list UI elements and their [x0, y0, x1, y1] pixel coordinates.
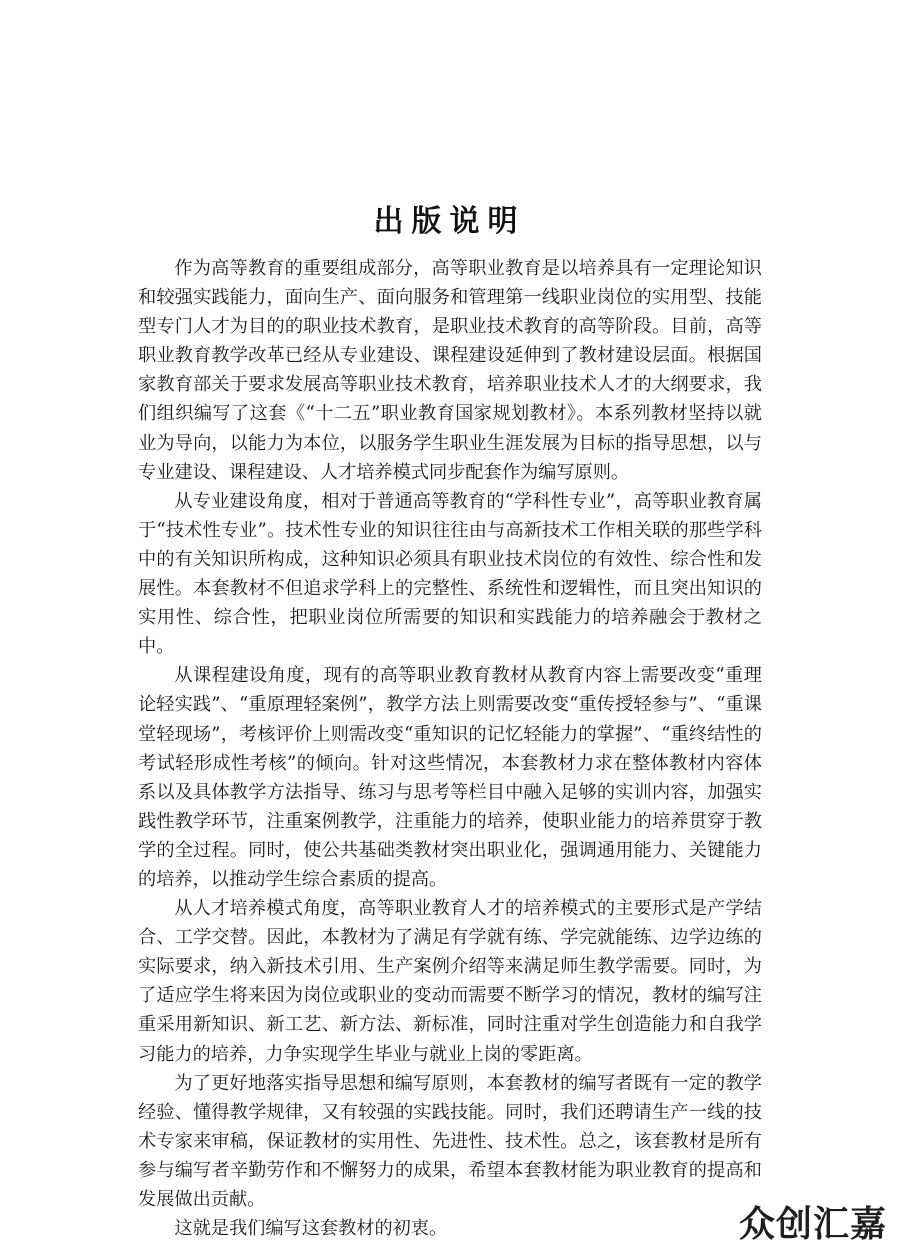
- page-title: 出版说明: [373, 204, 526, 239]
- paragraph-course-construction: 从课程建设角度，现有的高等职业教育教材从教育内容上需要改变“重理论轻实践”、“重原理轻案例”，教学方法上则需要改变“重传授轻参与”、“重课堂轻现场”，考核评价上则需改变“重知识的记忆轻能力的掌握”、“重终结性的考试轻形成性考核”的倾向。针对这些情况，本套教材力求在整体教材内容体系以及具体教学方法指导、练习与思考等栏目中融入足够的实训内容，加强实践性教学环节，注重案例教学，注重能力的培养，使职业能力的培养贯穿于教学的全过程。同时，使公共基础类教材突出职业化，强调通用能力、关键能力的培养，以推动学生综合素质的提高。: [138, 665, 762, 890]
- paragraph-authors: 为了更好地落实指导思想和编写原则，本套教材的编写者既有一定的教学经验、懂得教学规律，又有较强的实践技能。同时，我们还聘请生产一线的技术专家来审稿，保证教材的实用性、先进性、技术性。总之，该套教材是所有参与编写者辛勤劳作和不懈努力的成果，希望本套教材能为职业教育的提高和发展做出贡献。: [138, 1072, 762, 1210]
- document-body: [138, 254, 762, 1243]
- paragraph-talent-training: 从人才培养模式角度，高等职业教育人才的培养模式的主要形式是产学结合、工学交替。因此，本教材为了满足有学就有练、学完就能练、边学边练的实际要求，纳入新技术引用、生产案例介绍等来满足师生教学需要。同时，为了适应学生将来因为岗位或职业的变动而需要不断学习的情况，教材的编写注重采用新知识、新工艺、新方法、新标准，同时注重对学生创造能力和自我学习能力的培养，力争实现学生毕业与就业上岗的零距离。: [138, 898, 762, 1065]
- watermark-logo: 众创汇嘉: [738, 1204, 887, 1245]
- paragraph-closing: 这就是我们编写这套教材的初衷。: [174, 1218, 448, 1240]
- paragraph-major-construction: 从专业建设角度，相对于普通高等教育的“学科性专业”，高等职业教育属于“技术性专业”。技术性专业的知识往往由与高新技术工作相关联的那些学科中的有关知识所构成，这种知识必须具有职业技术岗位的有效性、综合性和发展性。本套教材不但追求学科上的完整性、系统性和逻辑性，而且突出知识的实用性、综合性，把职业岗位所需要的知识和实践能力的培养融会于教材之中。: [138, 490, 762, 658]
- paragraph-intro: 作为高等教育的重要组成部分，高等职业教育是以培养具有一定理论知识和较强实践能力，面向生产、面向服务和管理第一线职业岗位的实用型、技能型专门人才为目的的职业技术教育，是职业技术教育的高等阶段。目前，高等职业教育教学改革已经从专业建设、课程建设延伸到了教材建设层面。根据国家教育部关于要求发展高等职业技术教育，培养职业技术人才的大纲要求，我们组织编写了这套《“十二五”职业教育国家规划教材》。本系列教材坚持以就业为导向，以能力为本位，以服务学生职业生涯发展为目标的指导思想，以与专业建设、课程建设、人才培养模式同步配套作为编写原则。: [138, 258, 762, 483]
